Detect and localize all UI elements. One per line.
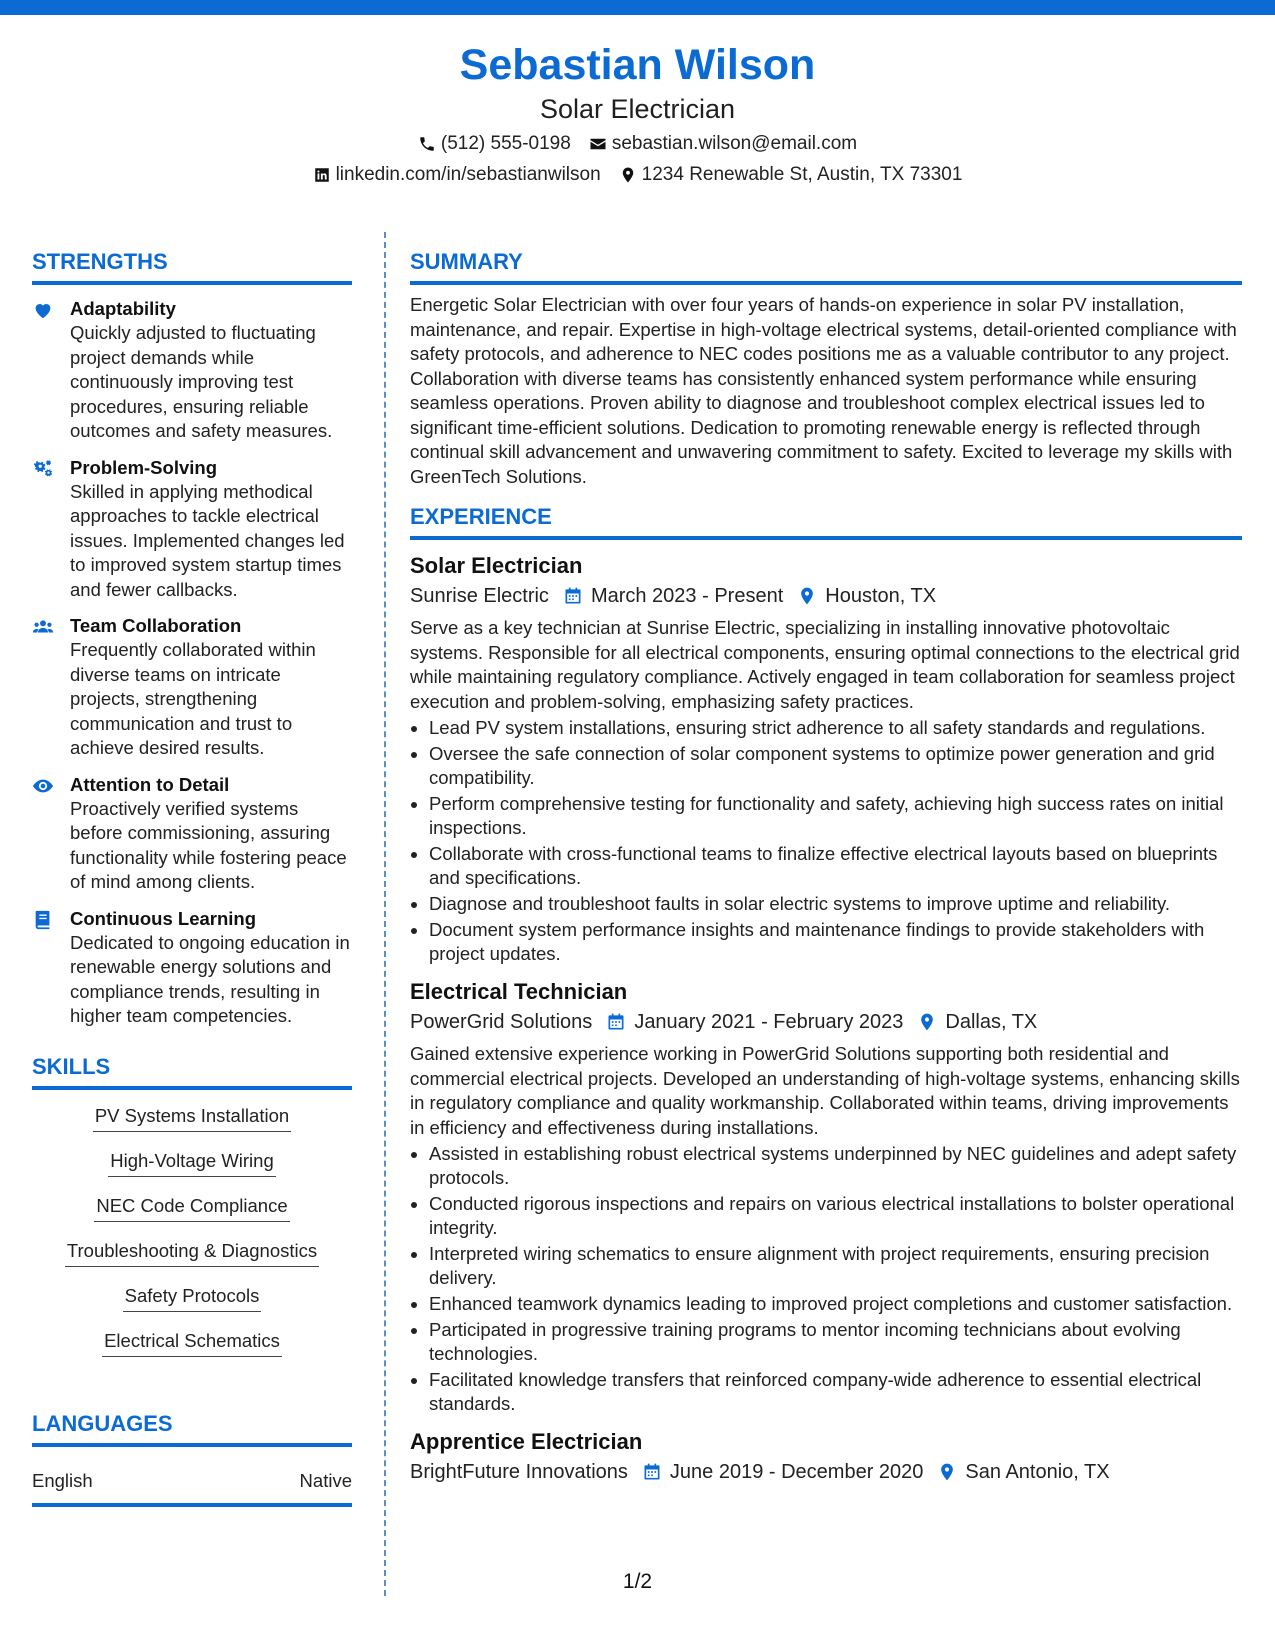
envelope-icon — [589, 135, 607, 153]
section-rule — [32, 1443, 352, 1447]
contact-row-2 — [0, 162, 1275, 188]
job-title: Solar Electrician — [410, 553, 583, 578]
job-company: PowerGrid Solutions — [410, 1011, 593, 1033]
strength-desc: Dedicated to ongoing education in renewable energy solutions and compliance trends, resulting in higher team competencies. — [70, 931, 350, 1026]
bullet-item: • Lead PV system installations, ensuring strict adherence to all safety standards and regulations. — [429, 716, 1242, 740]
bullet-item: • Oversee the safe connection of solar component systems to optimize power generation and grid compatibility. — [429, 742, 1242, 790]
job-meta — [410, 1458, 1242, 1486]
candidate-role: Solar Electrician — [539, 94, 736, 124]
job-location: San Antonio, TX — [965, 1461, 1110, 1483]
bullet-item: • Diagnose and troubleshoot faults in solar electric systems to improve uptime and reliability. — [429, 892, 1242, 916]
bullet-item: • Participated in progressive training programs to mentor incoming technicians about evolving technologies. — [429, 1318, 1242, 1366]
linkedin-icon — [313, 166, 331, 184]
email-text[interactable]: sebastian.wilson@email.com — [611, 133, 858, 154]
candidate-name: Sebastian Wilson — [459, 41, 816, 89]
job-dates: March 2023 - Present — [590, 585, 784, 607]
job-company: BrightFuture Innovations — [410, 1461, 628, 1483]
resume-header — [0, 40, 1275, 188]
skills-section — [32, 1053, 352, 1374]
phone-icon — [418, 135, 436, 153]
email-contact[interactable] — [589, 131, 857, 157]
skill-item: Electrical Schematics — [102, 1329, 282, 1357]
section-rule — [32, 1086, 352, 1090]
language-level: Native — [299, 1469, 352, 1491]
summary-heading: SUMMARY — [410, 249, 523, 274]
section-rule — [32, 281, 352, 285]
job-title: Electrical Technician — [410, 979, 628, 1004]
strength-item — [32, 297, 352, 444]
calendar-icon — [642, 1462, 662, 1482]
strength-title: Continuous Learning — [70, 907, 257, 929]
languages-section — [32, 1410, 352, 1507]
right-column — [410, 248, 1242, 1486]
job-entry — [410, 552, 1242, 966]
strength-item — [32, 907, 352, 1029]
skills-heading: SKILLS — [32, 1053, 111, 1079]
experience-heading: EXPERIENCE — [410, 504, 552, 529]
heart-icon — [32, 299, 54, 321]
skill-item: NEC Code Compliance — [94, 1194, 289, 1222]
summary-section — [410, 248, 1242, 489]
job-meta — [410, 1008, 1242, 1036]
language-name: English — [32, 1469, 93, 1491]
page-number: 1/2 — [622, 1570, 653, 1593]
users-icon — [32, 616, 54, 638]
calendar-icon — [606, 1012, 626, 1032]
bullet-item: • Conducted rigorous inspections and repairs on various electrical installations to bolster operational integrity. — [429, 1192, 1242, 1240]
job-bullets — [410, 716, 1242, 966]
map-pin-icon — [797, 586, 817, 606]
strength-title: Team Collaboration — [70, 615, 242, 636]
job-description: Serve as a key technician at Sunrise Electric, specializing in installing innovative photovoltaic systems. Responsible for all electrical components, ensuring optimal connections to the electrical grid while maintaining regulatory compliance. Actively engaged in team collaboration for seamless project execution and problem-solving, emphasizing safety practices. — [410, 617, 1240, 712]
job-bullets — [410, 1142, 1242, 1416]
job-dates: January 2021 - February 2023 — [634, 1011, 904, 1033]
section-rule — [410, 281, 1242, 285]
strength-desc: Quickly adjusted to fluctuating project demands while continuously improving test procedures, ensuring reliable outcomes and safety measures. — [70, 322, 333, 441]
contact-row-1 — [0, 131, 1275, 157]
job-meta — [410, 582, 1242, 610]
job-location: Dallas, TX — [945, 1011, 1038, 1033]
eye-icon — [32, 775, 54, 797]
bullet-item: • Document system performance insights and maintenance findings to provide stakeholders with project updates. — [429, 918, 1242, 966]
bullet-item: • Perform comprehensive testing for functionality and safety, achieving high success rates on initial inspections. — [429, 792, 1242, 840]
job-entry — [410, 978, 1242, 1416]
strength-item — [32, 773, 352, 895]
phone-contact — [418, 131, 571, 157]
job-dates: June 2019 - December 2020 — [669, 1461, 924, 1483]
section-rule — [410, 536, 1242, 540]
phone-text: (512) 555-0198 — [440, 133, 571, 154]
job-entry — [410, 1428, 1242, 1486]
strength-title: Attention to Detail — [70, 773, 230, 795]
skill-item: Troubleshooting & Diagnostics — [65, 1239, 319, 1267]
skills-list — [32, 1104, 352, 1374]
strength-title: Problem-Solving — [70, 456, 217, 478]
gears-icon — [32, 458, 54, 480]
job-location: Houston, TX — [825, 585, 937, 607]
top-accent-bar — [0, 0, 1275, 15]
bullet-item: • Interpreted wiring schematics to ensure alignment with project requirements, ensuring precision delivery. — [429, 1242, 1242, 1290]
address-contact — [619, 162, 963, 188]
strengths-heading: STRENGTHS — [32, 249, 168, 274]
strengths-section — [32, 248, 352, 1029]
calendar-icon — [563, 586, 583, 606]
linkedin-text[interactable]: linkedin.com/in/sebastianwilson — [335, 164, 601, 185]
language-proficiency-bar — [32, 1503, 352, 1507]
strength-desc: Skilled in applying methodical approaches to tackle electrical issues. Implemented changes led to improved system startup times and fewer callbacks. — [70, 480, 345, 600]
language-row — [32, 1469, 352, 1493]
strength-desc: Frequently collaborated within diverse teams on intricate projects, strengthening communication and trust to achieve desired results. — [70, 639, 316, 758]
skill-item: PV Systems Installation — [93, 1104, 291, 1132]
summary-text: Energetic Solar Electrician with over four years of hands-on experience in solar PV installation, maintenance, and repair. Expertise in high-voltage electrical systems, detail-oriented compliance with safety protocols, and adherence to NEC codes positions me as a valuable contributor to any project. Collaboration with diverse teams has consistently enhanced system performance while ensuring seamless operations. Proven ability to diagnose and troubleshoot complex electrical issues led to significant time-efficient solutions. Dedication to promoting renewable energy is reflected through continual skill advancement and unwavering commitment to safety. Excited to leverage my skills with GreenTech Solutions. — [410, 294, 1237, 487]
strength-desc: Proactively verified systems before commissioning, assuring functionality while fostering peace of mind among clients. — [70, 797, 347, 892]
bullet-item: • Collaborate with cross-functional teams to finalize effective electrical layouts based on blueprints and specifications. — [429, 842, 1242, 890]
job-description: Gained extensive experience working in PowerGrid Solutions supporting both residential and commercial electrical projects. Developed an understanding of high-voltage systems, enhancing skills in regulatory compliance and quality workmanship. Collaborated within teams, driving improvements in efficiency and effectiveness during installations. — [410, 1043, 1240, 1138]
job-title: Apprentice Electrician — [410, 1429, 643, 1454]
column-divider — [384, 232, 386, 1596]
bullet-item: • Enhanced teamwork dynamics leading to improved project completions and customer satisfaction. — [429, 1292, 1242, 1316]
skill-item: Safety Protocols — [123, 1284, 262, 1312]
map-pin-icon — [937, 1462, 957, 1482]
address-text: 1234 Renewable St, Austin, TX 73301 — [641, 164, 963, 185]
left-column — [32, 248, 352, 1507]
languages-heading: LANGUAGES — [32, 1410, 173, 1436]
book-icon — [32, 909, 54, 931]
map-pin-icon — [619, 166, 637, 184]
strength-item — [32, 456, 352, 603]
strength-item — [32, 614, 352, 761]
strength-title: Adaptability — [70, 298, 176, 319]
skill-item: High-Voltage Wiring — [108, 1149, 276, 1177]
job-company: Sunrise Electric — [410, 585, 549, 607]
map-pin-icon — [917, 1012, 937, 1032]
bullet-item: • Assisted in establishing robust electrical systems underpinned by NEC guidelines and adept safety protocols. — [429, 1142, 1242, 1190]
bullet-item: • Facilitated knowledge transfers that reinforced company-wide adherence to essential electrical standards. — [429, 1368, 1242, 1416]
linkedin-contact[interactable] — [313, 162, 601, 188]
experience-section — [410, 503, 1242, 1486]
